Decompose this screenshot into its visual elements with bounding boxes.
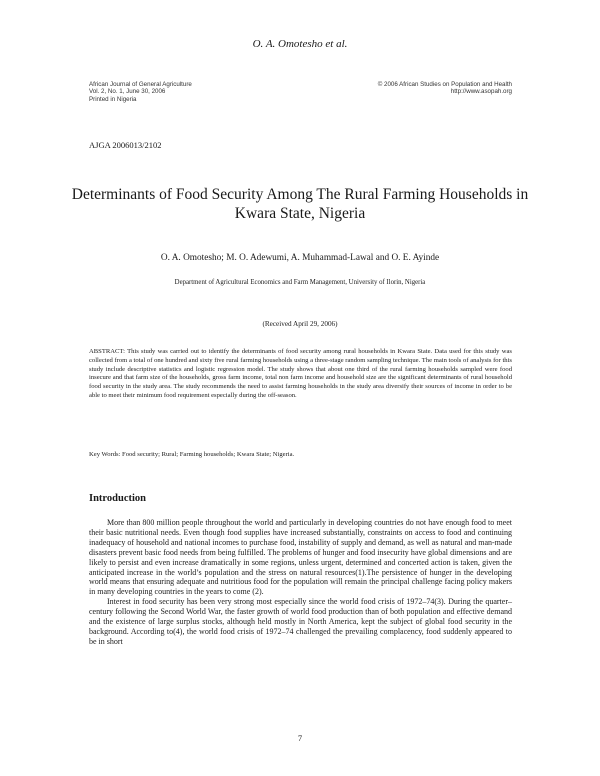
body-paragraph: Interest in food security has been very strong most especially since the world food crisis of 1972–74(3). During the quarter–century following the Second World War, the faster growth of world food production than of both population and effective demand and the existence of large surplus stocks, although held mostly in North America, kept the subject of global food security in the background. According to(4), the world food crisis of 1972–74 challenged the prevailing complacency, food suddenly appeared to be in short xyxy=(89,597,512,646)
introduction-body xyxy=(89,518,512,647)
paper-title: Determinants of Food Security Among The Rural Farming Households in Kwara State, Nigeria xyxy=(71,186,529,222)
section-heading-introduction: Introduction xyxy=(89,493,146,504)
page-number: 7 xyxy=(297,733,303,743)
copyright-line: © 2006 African Studies on Population and Health xyxy=(377,81,512,88)
publisher-info xyxy=(378,81,512,96)
running-head: O. A. Omotesho et al. xyxy=(252,38,348,50)
abstract: ABSTRACT: This study was carried out to identify the determinants of food security among rural households in Kwara State. Data used for this study was collected from a total of one hundred and sixty five rural farming households using a three-stage random sampling technique. The main tools of analysis for this study include descriptive statistics and logistic regression model. The study shows that about one third of the rural farming households sampled were food insecure and that farm size of the households, gross farm income, total non farm income and household size are the significant determinants of rural household food security in the study area. The study recommends the need to assist farming households in the study area diversify their sources of income in order to be able to meet their minimum food requirement especially during the off-season. xyxy=(89,348,512,399)
journal-info xyxy=(89,81,192,103)
journal-volume: Vol. 2, No. 1, June 30, 2006 xyxy=(89,88,166,96)
received-date: (Received April 29, 2006) xyxy=(262,320,338,328)
article-code: AJGA 2006013/2102 xyxy=(89,140,162,150)
journal-name: African Journal of General Agriculture xyxy=(89,81,192,88)
affiliation: Department of Agricultural Economics and Farm Management, University of Ilorin, Nigeria xyxy=(174,279,426,286)
journal-printed: Printed in Nigeria xyxy=(89,95,137,103)
authors: O. A. Omotesho; M. O. Adewumi, A. Muhammad-Lawal and O. E. Ayinde xyxy=(160,253,440,263)
publisher-url: http://www.asopah.org xyxy=(450,88,512,96)
keywords: Key Words: Food security; Rural; Farming households; Kwara State; Nigeria. xyxy=(89,451,295,458)
body-paragraph: More than 800 million people throughout the world and particularly in developing countries do not have enough food to meet their basic nutritional needs. Even though food supplies have increased substantially, constraints on access to food and continuing inadequacy of household and national incomes to purchase food, instability of supply and demand, as well as natural and man-made disasters prevent basic food needs from being fulfilled. The problems of hunger and food insecurity have global dimensions and are likely to persist and even increase dramatically in some regions, unless urgent, determined and concerted action is taken, given the anticipated increase in the world’s population and the stress on natural resources(1).The persistence of hunger in the developing world means that ensuring adequate and nutritious food for the population will remain the principal challenge facing policy makers in many developing countries in the years to come (2). xyxy=(89,518,512,597)
